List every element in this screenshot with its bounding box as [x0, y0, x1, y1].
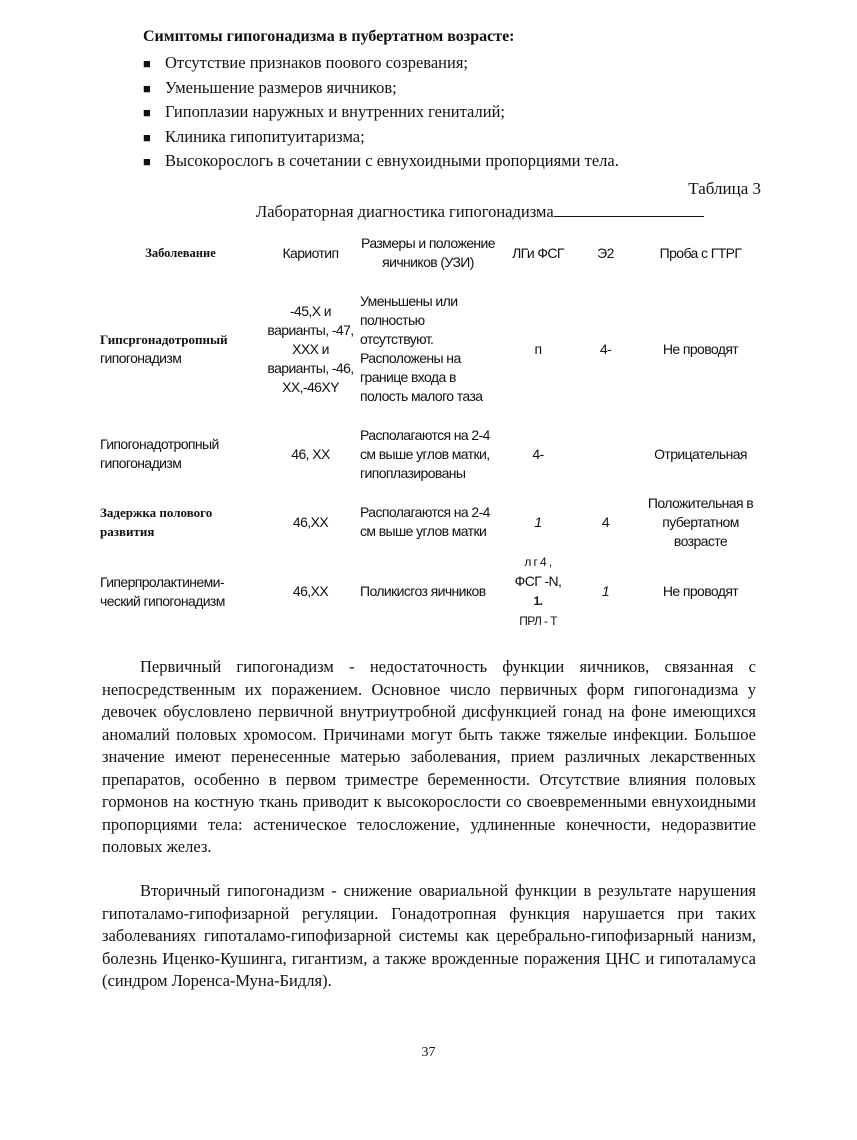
- caption-underline: [554, 202, 704, 217]
- cell-disease: Гипсргонадотропный гипогонадизм: [100, 332, 228, 366]
- table-header-row: [98, 224, 768, 282]
- page-number: 37: [421, 1045, 436, 1060]
- table-row: [98, 282, 768, 416]
- cell-karyotype: 46, XX: [291, 445, 330, 462]
- cell-e2: [578, 416, 633, 492]
- cell-gtrg-test: Отрицательная: [654, 445, 747, 462]
- cell-karyotype: 46,XX: [292, 583, 329, 599]
- header-disease: Заболевание: [145, 245, 216, 260]
- cell-ovaries: Уменьшены или полностью отсутствуют. Расположены на границе входа в полость малого таза: [360, 293, 483, 404]
- bullet-square-icon: ■: [143, 80, 151, 96]
- cell-disease: Гипогонадотропный гипогонадизм: [100, 436, 219, 471]
- header-karyotype: Кариотип: [282, 244, 339, 261]
- cell-gtrg-test: Положительная в пубертатном возрасте: [647, 494, 754, 549]
- bullet-square-icon: ■: [143, 154, 151, 169]
- cell-gtrg-test: Не проводят: [662, 583, 739, 599]
- bullet-square-icon: ■: [143, 56, 151, 71]
- cell-lh-fsh: 1: [534, 513, 542, 530]
- table-row: [98, 492, 768, 552]
- list-item: ■ Отсутствие признаков поового созревания;: [143, 51, 619, 76]
- list-item: ■ Клиника гипопитуитаризма;: [143, 125, 619, 150]
- lab-diagnostics-table: [98, 224, 768, 631]
- table-row: [98, 416, 768, 492]
- cell-disease: Гиперпролактинеми-ческий гипогонадизм: [100, 573, 225, 609]
- header-lh-fsh: ЛГи ФСГ: [512, 244, 564, 261]
- symptoms-heading: Симптомы гипогонадизма в пубертатном возрасте:: [143, 28, 515, 45]
- header-ovaries: Размеры и положение яичников (УЗИ): [361, 235, 495, 270]
- cell-lh-fsh: п: [534, 340, 542, 357]
- cell-gtrg-test: Не проводят: [662, 340, 739, 357]
- bullet-square-icon: ■: [143, 105, 151, 120]
- bullet-square-icon: ■: [143, 129, 151, 145]
- cell-ovaries: Поликисгоз яичников: [360, 583, 486, 599]
- cell-e2: 4: [601, 513, 610, 530]
- list-item: ■ Уменьшение размеров яичников;: [143, 76, 619, 101]
- table-row: [98, 552, 768, 631]
- symptoms-list: [143, 51, 619, 174]
- cell-ovaries: Располагаются на 2-4 см выше углов матки: [360, 504, 490, 539]
- cell-karyotype: 46,XX: [292, 513, 329, 530]
- cell-disease: Задержка полового развития: [100, 505, 213, 539]
- cell-e2: 1: [601, 583, 610, 599]
- header-e2: Э2: [597, 244, 614, 261]
- paragraph-secondary-hypogonadism: Вторичный гипогонадизм - снижение овариальной функции в результате нарушения гипоталамо-гипофизарной регуляции. Гонадотропная функция нарушается при таких заболеваниях гипоталамо-гипофизарной системы как церебрально-гипофизарный нанизм, болезнь Иценко-Кушинга, гигантизм, а также врожденные поражения ЦНС и гипоталамуса (синдром Лоренса-Муна-Бидля).: [102, 881, 756, 990]
- cell-karyotype: -45,Х и варианты, -47, XXX и варианты, -46, XX,-46XY: [267, 302, 354, 395]
- list-item: ■ Гипоплазии наружных и внутренних гениталий;: [143, 100, 619, 125]
- list-item: ■ Высокорослогь в сочетании с евнухоидными пропорциями тела.: [143, 149, 619, 174]
- table-number: Таблица 3: [688, 179, 761, 198]
- paragraph-primary-hypogonadism: Первичный гипогонадизм - недостаточность функции яичников, связанная с непосредственным их поражением. Основное число первичных форм гипогонадизма у девочек обусловлено первичной внутриутробной дисфункцией гонад на фоне имеющихся аномалий половых хромосом. Причинами могут быть также тяжелые инфекции. Большое значение имеют перенесенные матерью заболевания, прием различных лекарственных препаратов, особенно в первом триместре беременности. Отсутствие влияния половых гормонов на костную ткань приводит к высокорослости со своевременными евнухоидными пропорциями тела: астеническое телосложение, удлиненные конечности, недоразвитие половых желез.: [102, 657, 756, 856]
- table-caption: Лабораторная диагностика гипогонадизма: [256, 202, 704, 222]
- cell-lh-fsh: л г 4 , ФСГ -N, 1. ПРЛ - Т: [514, 555, 562, 628]
- cell-lh-fsh: 4-: [532, 445, 544, 462]
- cell-ovaries: Располагаются на 2-4 см выше углов матки, гипоплазированы: [360, 426, 490, 481]
- cell-e2: 4-: [599, 340, 612, 357]
- header-gtrg-test: Проба с ГТРГ: [659, 244, 742, 261]
